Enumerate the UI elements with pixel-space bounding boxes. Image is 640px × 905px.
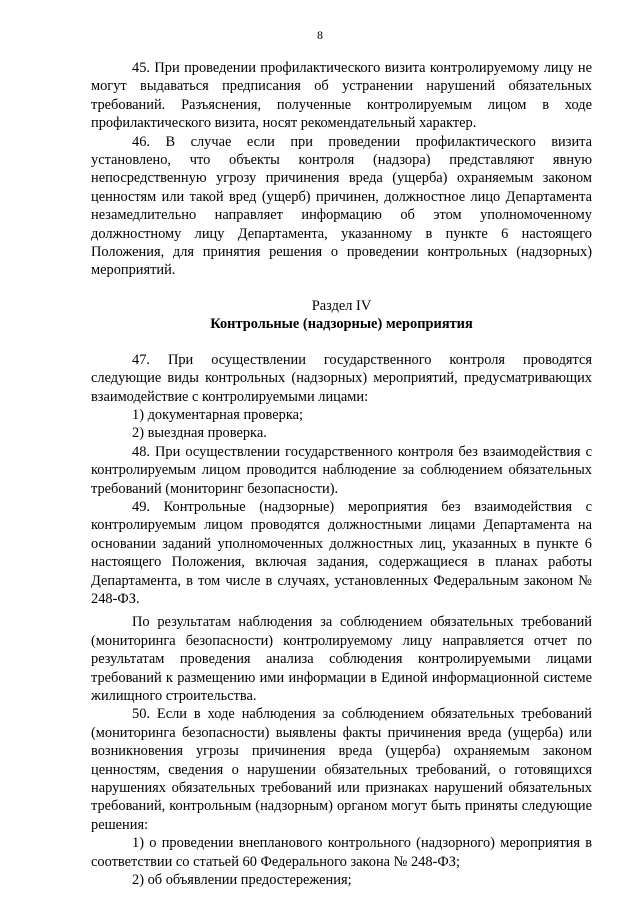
paragraph-48: 48. При осуществлении государственного контроля без взаимодействия с контролируемым лицом проводится наблюдение за соблюдением обязательных требований (мониторинг безопасности). xyxy=(91,443,592,497)
paragraph-45: 45. При проведении профилактического визита контролируемому лицу не могут выдаваться предписания об устранении нарушений обязательных требований. Разъяснения, полученные контролируемым лицом в ходе профилактического визита, носят рекомендательный характер. xyxy=(91,60,592,132)
document-body xyxy=(91,59,592,889)
paragraph-47: 47. При осуществлении государственного контроля проводятся следующие виды контрольных (надзорных) мероприятий, предусматривающих взаимодействие с контролируемыми лицами: xyxy=(91,351,592,405)
section-number: Раздел IV xyxy=(311,297,372,314)
list-item-field-check: 2) выездная проверка. xyxy=(132,425,267,442)
paragraph-50: 50. Если в ходе наблюдения за соблюдением обязательных требований (мониторинга безопасности) выявлены факты причинения вреда (ущерба) или возникновения угрозы причинения вреда (ущерба) охраняемым законом ценностям, сведения о нарушении обязательных требований, о готовящихся нарушениях обязательных требований или признаках нарушений обязательных требований, контрольным (надзорным) органом могут быть приняты следующие решения: xyxy=(91,706,592,833)
paragraph-monitoring-results: По результатам наблюдения за соблюдением обязательных требований (мониторинга безопасности) контролируемому лицу направляется отчет по результатам проведения анализа соблюдения контролируемыми лицами требований к размещению ими информации в Единой информационной системе жилищного строительства. xyxy=(91,614,592,704)
paragraph-46: 46. В случае если при проведении профилактического визита установлено, что объекты контроля (надзора) представляют явную непосредственную угрозу причинения вреда (ущерба) охраняемым законом ценностям или такой вред (ущерб) причинен, должностное лицо Департамента незамедлительно направляет информацию об этом уполномоченному должностному лицу Департамента, указанному в пункте 6 настоящего Положения, для принятия решения о проведении контрольных (надзорных) мероприятий. xyxy=(91,133,592,279)
paragraph-49: 49. Контрольные (надзорные) мероприятия без взаимодействия с контролируемым лицом проводятся должностными лицами Департамента на основании заданий уполномоченных должностных лиц, указанных в пункте 6 настоящего Положения, включая задания, содержащиеся в планах работы Департамента, в том числе в случаях, установленных Федеральным законом № 248-ФЗ. xyxy=(91,498,592,607)
list-item-documentary-check: 1) документарная проверка; xyxy=(132,406,303,423)
page-number: 8 xyxy=(317,28,323,42)
section-title: Контрольные (надзорные) мероприятия xyxy=(210,316,473,333)
list-item-unscheduled-event: 1) о проведении внепланового контрольного (надзорного) мероприятия в соответствии со статьей 60 Федерального закона № 248-ФЗ; xyxy=(91,835,592,870)
list-item-warning: 2) об объявлении предостережения; xyxy=(132,872,352,889)
